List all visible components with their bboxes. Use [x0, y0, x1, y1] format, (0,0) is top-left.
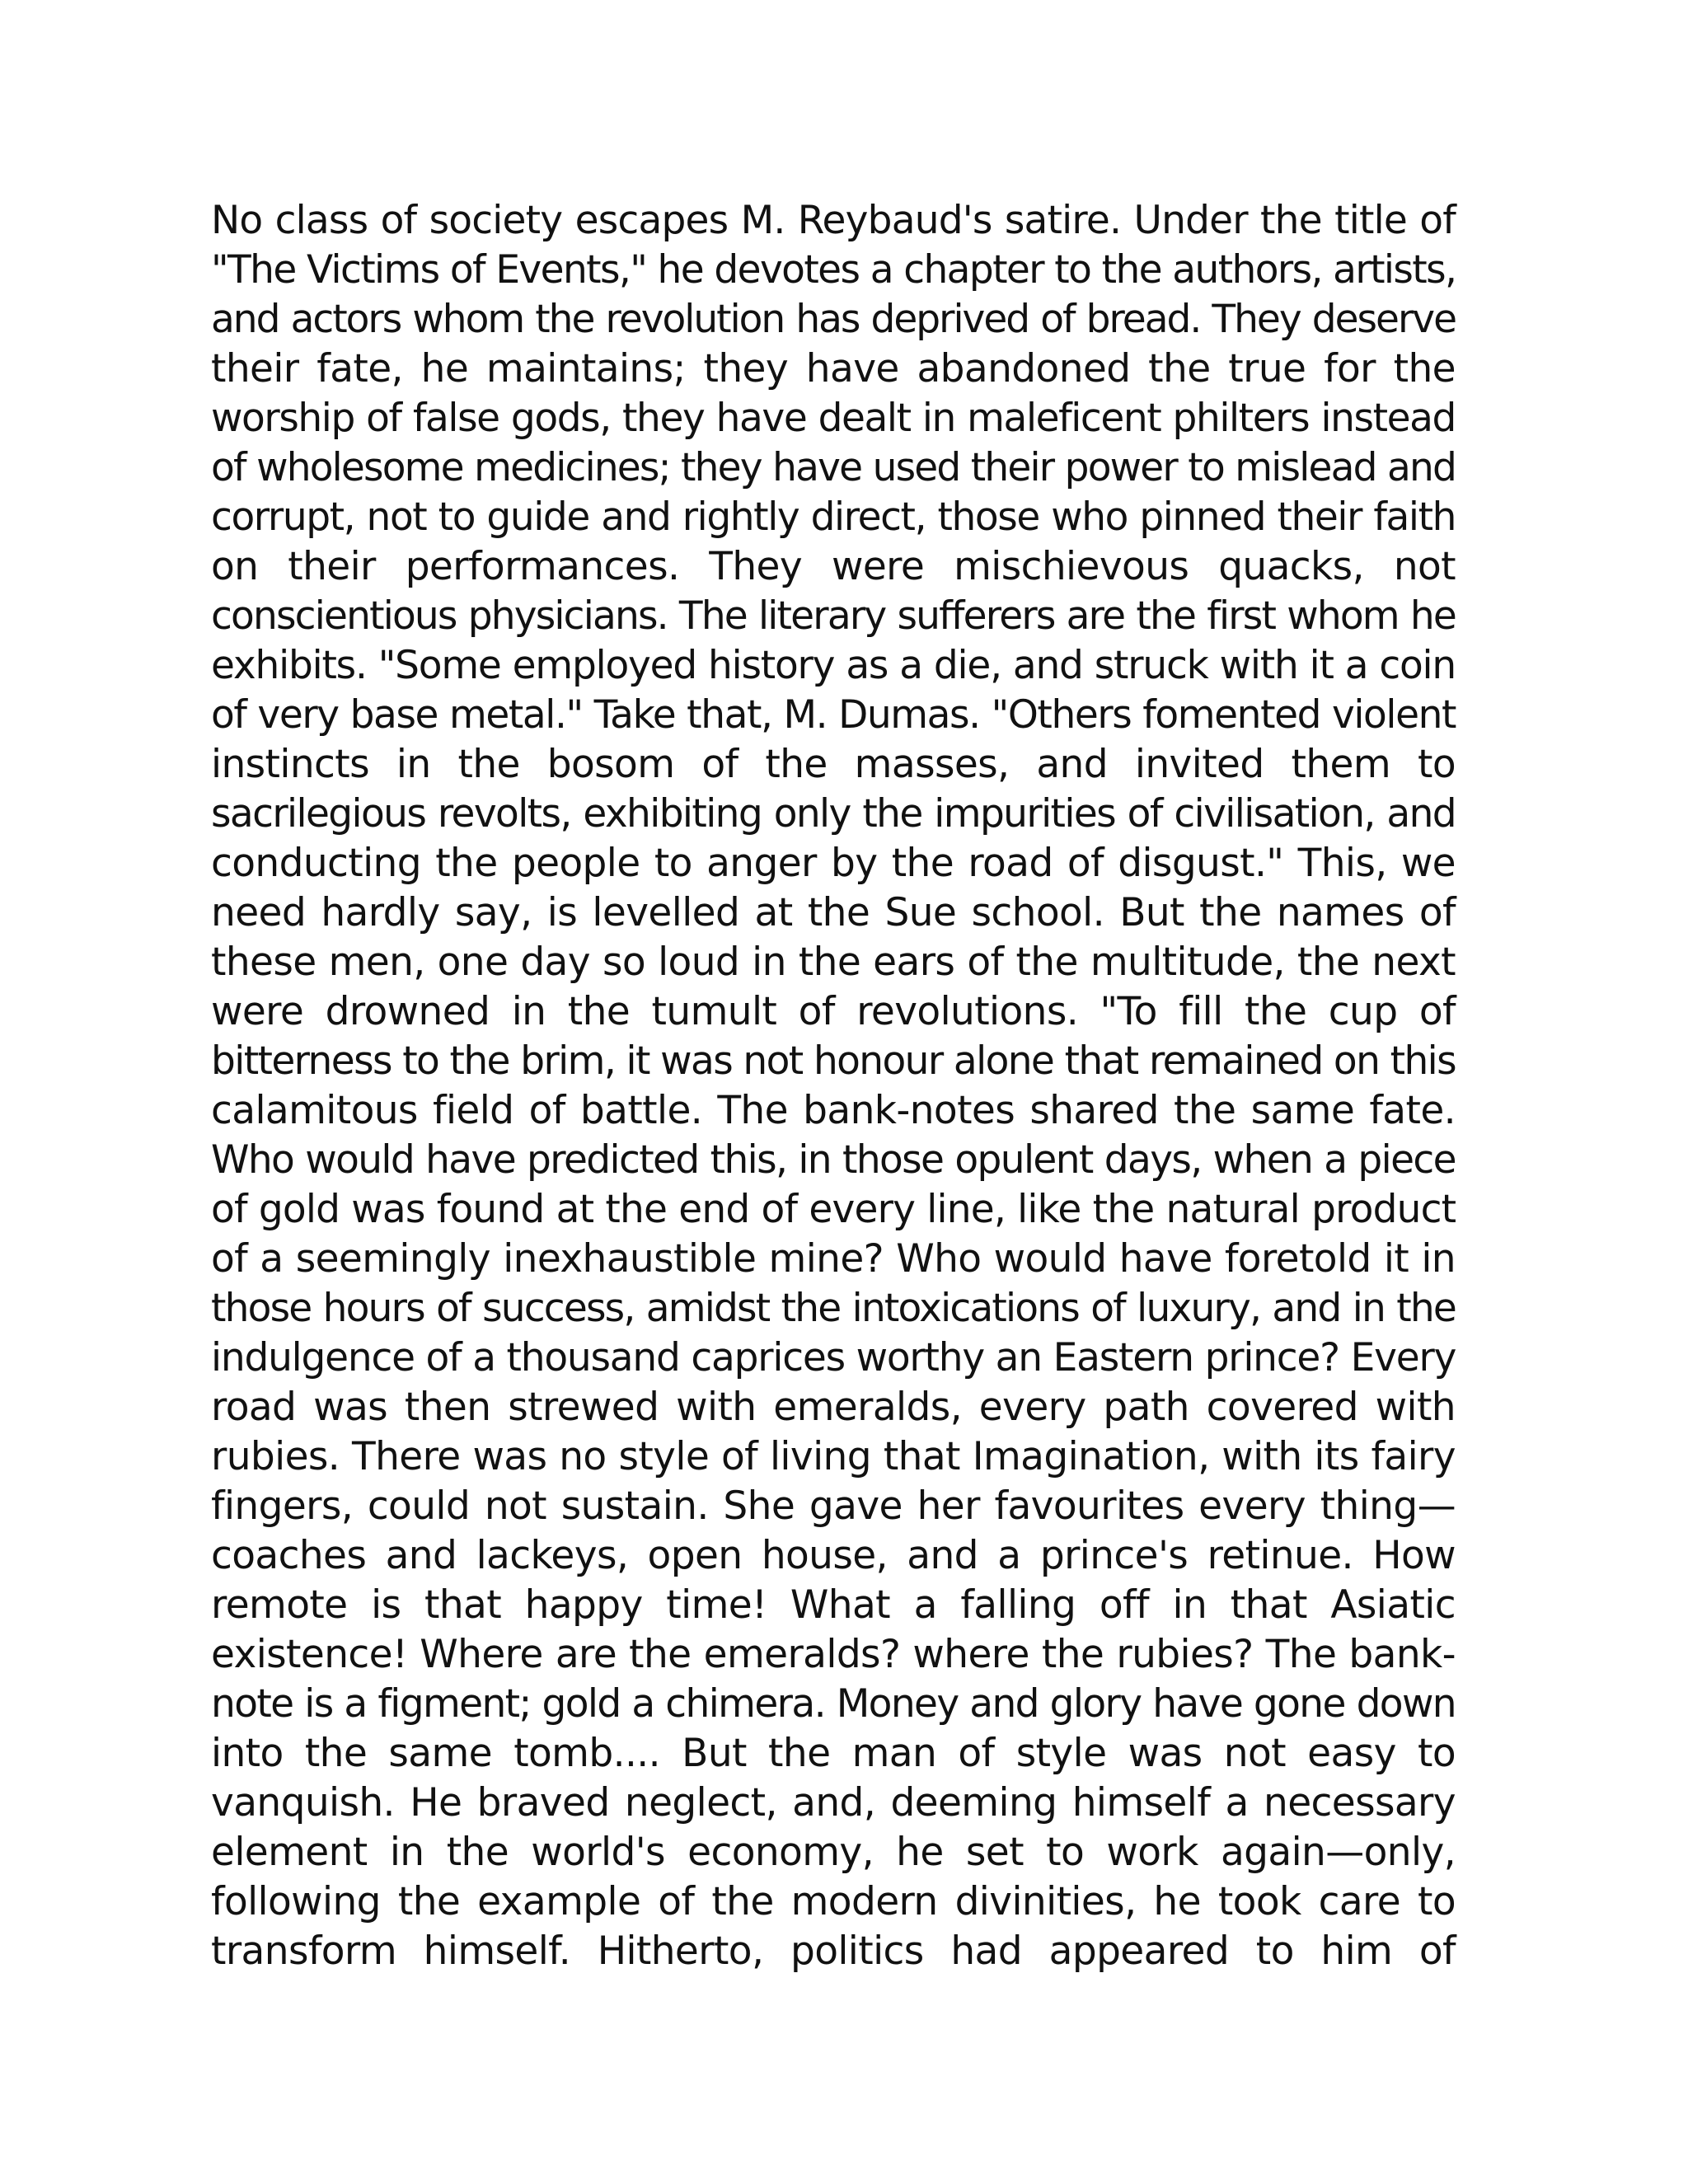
text-line: worship of false gods, they have dealt in maleficent philters instead	[211, 396, 1456, 441]
text-line: indulgence of a thousand caprices worthy an Eastern prince? Every	[211, 1335, 1456, 1380]
text-line: remote is that happy time! What a falling off in that Asiatic	[211, 1582, 1456, 1628]
text-line: transform himself. Hitherto, politics had appeared to him of	[211, 1929, 1456, 1974]
text-line: following the example of the modern divinities, he took care to	[211, 1879, 1456, 1924]
text-line: were drowned in the tumult of revolutions. "To fill the cup of	[211, 989, 1456, 1034]
text-line: note is a figment; gold a chimera. Money and glory have gone down	[211, 1681, 1456, 1727]
text-line: and actors whom the revolution has deprived of bread. They deserve	[211, 297, 1456, 342]
body-paragraph	[211, 196, 1456, 1976]
text-line: existence! Where are the emeralds? where the rubies? The bank-	[211, 1632, 1456, 1677]
text-line: these men, one day so loud in the ears of the multitude, the next	[211, 940, 1456, 985]
text-line: of a seemingly inexhaustible mine? Who would have foretold it in	[211, 1236, 1456, 1282]
text-line: need hardly say, is levelled at the Sue school. But the names of	[211, 890, 1456, 935]
text-line: vanquish. He braved neglect, and, deeming himself a necessary	[211, 1780, 1456, 1825]
text-line: No class of society escapes M. Reybaud's satire. Under the title of	[211, 198, 1456, 243]
text-line: their fate, he maintains; they have abandoned the true for the	[211, 346, 1456, 391]
text-line: sacrilegious revolts, exhibiting only the impurities of civilisation, and	[211, 791, 1456, 837]
text-line: instincts in the bosom of the masses, and invited them to	[211, 742, 1456, 787]
text-line: road was then strewed with emeralds, every path covered with	[211, 1385, 1456, 1430]
text-line: into the same tomb.... But the man of style was not easy to	[211, 1731, 1456, 1776]
text-line: rubies. There was no style of living that Imagination, with its fairy	[211, 1434, 1456, 1479]
text-line: of wholesome medicines; they have used their power to mislead and	[211, 445, 1456, 490]
text-line: fingers, could not sustain. She gave her favourites every thing—	[211, 1483, 1456, 1529]
text-line: corrupt, not to guide and rightly direct, those who pinned their faith	[211, 494, 1456, 540]
text-line: conducting the people to anger by the road of disgust." This, we	[211, 841, 1456, 886]
text-line: conscientious physicians. The literary sufferers are the first whom he	[211, 593, 1456, 639]
text-line: calamitous field of battle. The bank-notes shared the same fate.	[211, 1088, 1456, 1133]
text-line: Who would have predicted this, in those opulent days, when a piece	[211, 1137, 1456, 1183]
text-line: of gold was found at the end of every line, like the natural product	[211, 1187, 1456, 1232]
text-line: on their performances. They were mischievous quacks, not	[211, 544, 1456, 589]
text-line: element in the world's economy, he set to work again—only,	[211, 1830, 1456, 1875]
text-line: those hours of success, amidst the intoxications of luxury, and in the	[211, 1286, 1456, 1331]
text-line: exhibits. "Some employed history as a die, and struck with it a coin	[211, 643, 1456, 688]
text-line: "The Victims of Events," he devotes a chapter to the authors, artists,	[211, 247, 1456, 293]
text-line: bitterness to the brim, it was not honour alone that remained on this	[211, 1038, 1456, 1084]
text-line: coaches and lackeys, open house, and a prince's retinue. How	[211, 1533, 1456, 1578]
text-line: of very base metal." Take that, M. Dumas. "Others fomented violent	[211, 692, 1456, 738]
